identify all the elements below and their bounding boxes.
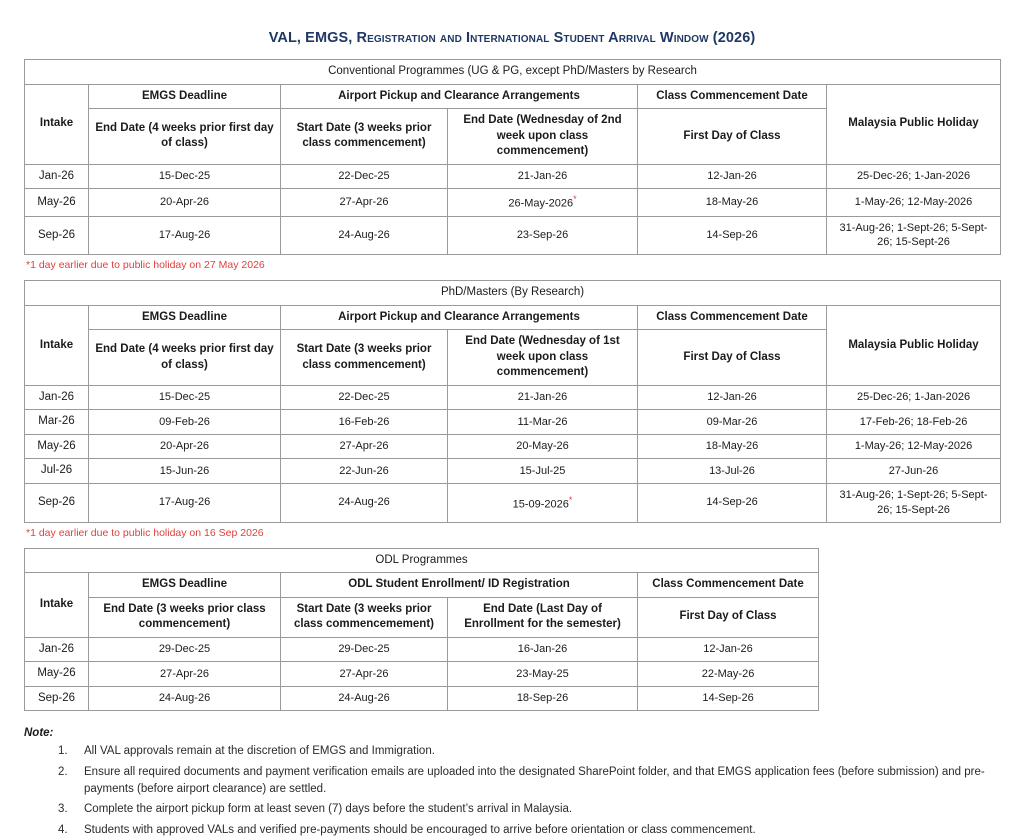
list-item: All VAL approvals remain at the discretion of EMGS and Immigration. — [84, 745, 435, 758]
col-header-first-day-of-class: First Day of Class — [638, 109, 827, 165]
col-group-class-commencement: Class Commencement Date — [638, 305, 827, 330]
table-row — [25, 459, 1001, 484]
col-header-malaysia-public-holiday: Malaysia Public Holiday — [827, 84, 1001, 164]
cell-emgs-end: 15-Dec-25 — [89, 164, 281, 189]
cell-holiday: 31-Aug-26; 1-Sept-26; 5-Sept-26; 15-Sept-26 — [827, 483, 1001, 522]
cell-airport-end — [448, 434, 638, 459]
col-header-airport-start-date: Start Date (3 weeks prior class commencement) — [281, 109, 448, 165]
list-item: Students with approved VALs and verified pre-payments should be encouraged to arrive before orientation or class commencement. — [84, 823, 756, 836]
col-group-odl-enrollment: ODL Student Enrollment/ ID Registration — [281, 573, 638, 598]
cell-airport-end — [448, 483, 638, 522]
cell-emgs-end: 17-Aug-26 — [89, 483, 281, 522]
cell-airport-end — [448, 164, 638, 189]
table-row — [25, 189, 1001, 217]
cell-airport-end — [448, 410, 638, 435]
cell-first-day: 18-May-26 — [638, 189, 827, 217]
cell-holiday: 25-Dec-26; 1-Jan-2026 — [827, 385, 1001, 410]
group-header-row — [25, 573, 819, 598]
cell-emgs-end: 29-Dec-25 — [89, 637, 281, 662]
cell-intake: May-26 — [25, 662, 89, 687]
cell-intake: Jan-26 — [25, 164, 89, 189]
cell-intake: Jul-26 — [25, 459, 89, 484]
table-banner: PhD/Masters (By Research) — [25, 281, 1001, 306]
table-phd-masters-wrapper — [0, 280, 1024, 522]
cell-airport-end-text: 11-Mar-26 — [517, 415, 568, 428]
cell-airport-end-text: 21-Jan-26 — [517, 391, 568, 404]
cell-airport-end-text: 20-May-26 — [516, 440, 569, 453]
cell-intake: Sep-26 — [25, 686, 89, 711]
cell-enroll-end: 23-May-25 — [448, 662, 638, 687]
table-row — [25, 686, 819, 711]
table-row — [25, 434, 1001, 459]
col-header-enroll-start-date: Start Date (3 weeks prior class commencemement) — [281, 597, 448, 637]
table-row — [25, 385, 1001, 410]
col-header-first-day-of-class: First Day of Class — [638, 597, 819, 637]
table-banner-row — [25, 281, 1001, 306]
sub-header-row — [25, 597, 819, 637]
footnote-phd-masters: *1 day earlier due to public holiday on 16 Sep 2026 — [26, 526, 264, 539]
cell-intake: Sep-26 — [25, 483, 89, 522]
cell-airport-end-text: 21-Jan-26 — [517, 169, 568, 182]
table-row — [25, 410, 1001, 435]
cell-emgs-end: 15-Dec-25 — [89, 385, 281, 410]
col-header-intake: Intake — [25, 305, 89, 385]
cell-first-day: 13-Jul-26 — [638, 459, 827, 484]
table-phd-masters — [24, 280, 1001, 522]
cell-airport-start: 22-Dec-25 — [281, 164, 448, 189]
col-header-enroll-end-date: End Date (Last Day of Enrollment for the semester) — [448, 597, 638, 637]
col-group-emgs: EMGS Deadline — [89, 573, 281, 598]
cell-airport-end-text: 23-Sep-26 — [516, 229, 569, 242]
cell-airport-end — [448, 216, 638, 255]
cell-intake: Jan-26 — [25, 385, 89, 410]
col-group-emgs: EMGS Deadline — [89, 305, 281, 330]
col-group-class-commencement: Class Commencement Date — [638, 573, 819, 598]
col-header-airport-end-date: End Date (Wednesday of 2nd week upon class commencement) — [448, 109, 638, 165]
cell-intake: Sep-26 — [25, 216, 89, 255]
cell-holiday: 1-May-26; 12-May-2026 — [827, 189, 1001, 217]
col-header-emgs-end-date: End Date (4 weeks prior first day of class) — [89, 109, 281, 165]
cell-airport-start: 27-Apr-26 — [281, 189, 448, 217]
cell-airport-start: 27-Apr-26 — [281, 434, 448, 459]
cell-emgs-end: 20-Apr-26 — [89, 434, 281, 459]
cell-airport-start: 24-Aug-26 — [281, 483, 448, 522]
col-group-airport: Airport Pickup and Clearance Arrangements — [281, 84, 638, 109]
cell-enroll-start: 29-Dec-25 — [281, 637, 448, 662]
cell-emgs-end: 24-Aug-26 — [89, 686, 281, 711]
cell-emgs-end: 15-Jun-26 — [89, 459, 281, 484]
cell-airport-end — [448, 385, 638, 410]
cell-holiday: 1-May-26; 12-May-2026 — [827, 434, 1001, 459]
cell-airport-end — [448, 189, 638, 217]
col-header-airport-start-date: Start Date (3 weeks prior class commencement) — [281, 330, 448, 386]
cell-airport-start: 22-Dec-25 — [281, 385, 448, 410]
col-group-airport: Airport Pickup and Clearance Arrangements — [281, 305, 638, 330]
cell-first-day: 18-May-26 — [638, 434, 827, 459]
list-item: Ensure all required documents and payment verification emails are uploaded into the designated SharePoint folder, and that EMGS application fees (before submission) and pre-payments (before airport clearance) are settled. — [84, 765, 985, 795]
cell-enroll-end: 16-Jan-26 — [448, 637, 638, 662]
page-title: VAL, EMGS, Registration and International Student Arrival Window (2026) — [268, 30, 756, 46]
cell-emgs-end: 09-Feb-26 — [89, 410, 281, 435]
col-header-airport-end-date: End Date (Wednesday of 1st week upon class commencement) — [448, 330, 638, 386]
cell-holiday: 17-Feb-26; 18-Feb-26 — [827, 410, 1001, 435]
col-header-first-day-of-class: First Day of Class — [638, 330, 827, 386]
cell-airport-end — [448, 459, 638, 484]
cell-enroll-end: 18-Sep-26 — [448, 686, 638, 711]
cell-holiday: 25-Dec-26; 1-Jan-2026 — [827, 164, 1001, 189]
notes-section — [0, 711, 1024, 838]
footnote-asterisk: * — [573, 194, 577, 205]
col-header-malaysia-public-holiday: Malaysia Public Holiday — [827, 305, 1001, 385]
col-header-emgs-end-date: End Date (3 weeks prior class commencement) — [89, 597, 281, 637]
cell-airport-start: 24-Aug-26 — [281, 216, 448, 255]
col-header-intake: Intake — [25, 573, 89, 638]
col-group-emgs: EMGS Deadline — [89, 84, 281, 109]
cell-emgs-end: 27-Apr-26 — [89, 662, 281, 687]
group-header-row — [25, 84, 1001, 109]
cell-intake: May-26 — [25, 189, 89, 217]
cell-intake: Mar-26 — [25, 410, 89, 435]
table-conventional — [24, 59, 1001, 255]
table-banner: ODL Programmes — [25, 548, 819, 573]
table-row — [25, 164, 1001, 189]
cell-enroll-start: 27-Apr-26 — [281, 662, 448, 687]
cell-first-day: 14-Sep-26 — [638, 686, 819, 711]
list-item: Complete the airport pickup form at least seven (7) days before the student’s arrival in Malaysia. — [84, 803, 573, 816]
cell-first-day: 12-Jan-26 — [638, 164, 827, 189]
table-banner-row — [25, 60, 1001, 85]
cell-holiday: 31-Aug-26; 1-Sept-26; 5-Sept-26; 15-Sept-26 — [827, 216, 1001, 255]
table-banner: Conventional Programmes (UG & PG, except PhD/Masters by Research — [25, 60, 1001, 85]
table-banner-row — [25, 548, 819, 573]
group-header-row — [25, 305, 1001, 330]
col-header-emgs-end-date: End Date (4 weeks prior first day of class) — [89, 330, 281, 386]
cell-airport-start: 22-Jun-26 — [281, 459, 448, 484]
cell-first-day: 14-Sep-26 — [638, 483, 827, 522]
cell-first-day: 22-May-26 — [638, 662, 819, 687]
table-odl-wrapper — [0, 548, 1024, 712]
table-odl — [24, 548, 819, 712]
table-conventional-wrapper — [0, 59, 1024, 255]
table-row — [25, 637, 819, 662]
cell-first-day: 12-Jan-26 — [638, 637, 819, 662]
notes-title: Note: — [24, 727, 54, 740]
cell-airport-start: 16-Feb-26 — [281, 410, 448, 435]
notes-list — [24, 743, 1000, 838]
cell-holiday: 27-Jun-26 — [827, 459, 1001, 484]
col-header-intake: Intake — [25, 84, 89, 164]
cell-first-day: 12-Jan-26 — [638, 385, 827, 410]
cell-emgs-end: 20-Apr-26 — [89, 189, 281, 217]
cell-intake: May-26 — [25, 434, 89, 459]
footnote-asterisk: * — [568, 494, 573, 505]
cell-enroll-start: 24-Aug-26 — [281, 686, 448, 711]
cell-emgs-end: 17-Aug-26 — [89, 216, 281, 255]
footnote-conventional: *1 day earlier due to public holiday on 27 May 2026 — [26, 259, 265, 272]
cell-airport-end-text: 26-May-2026 — [508, 197, 574, 210]
cell-airport-end-text: 15-09-2026 — [512, 498, 569, 511]
table-row — [25, 662, 819, 687]
cell-first-day: 09-Mar-26 — [638, 410, 827, 435]
cell-airport-end-text: 15-Jul-25 — [519, 464, 566, 477]
table-row — [25, 483, 1001, 522]
cell-first-day: 14-Sep-26 — [638, 216, 827, 255]
col-group-class-commencement: Class Commencement Date — [638, 84, 827, 109]
table-row — [25, 216, 1001, 255]
cell-intake: Jan-26 — [25, 637, 89, 662]
